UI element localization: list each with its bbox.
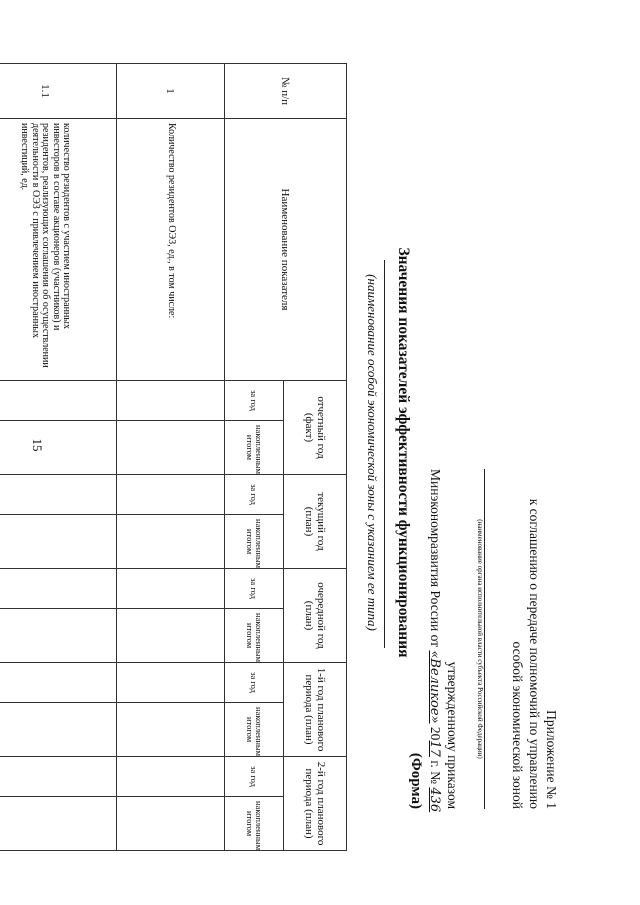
value-cell bbox=[117, 797, 225, 851]
appendix-label: Приложение № 1 bbox=[544, 710, 559, 809]
value-cell bbox=[0, 663, 117, 703]
subheader-year: за год bbox=[225, 757, 284, 797]
page-number: 15 bbox=[30, 438, 45, 452]
document-title: Значения показателей эффективности функционирования bbox=[395, 247, 412, 658]
value-cell bbox=[0, 797, 117, 851]
handwritten-date: «Великое» bbox=[427, 650, 442, 724]
header-period-plan-1: 1-й год планового периода (план) bbox=[284, 663, 347, 757]
value-cell bbox=[0, 609, 117, 663]
handwritten-year: 17 bbox=[427, 740, 442, 757]
ministry-prefix: Минэкономразвития России от bbox=[428, 469, 443, 648]
value-cell bbox=[117, 569, 225, 609]
header-number: № п/п bbox=[225, 64, 347, 119]
agreement-line-2: особой экономической зоной bbox=[510, 641, 525, 809]
indicators-table bbox=[0, 63, 347, 851]
header-period-next: очередной год (план) bbox=[284, 569, 347, 663]
subheader-year: за год bbox=[225, 569, 284, 609]
approved-label: утвержденному приказом bbox=[445, 661, 460, 809]
order-line bbox=[426, 469, 444, 813]
value-cell bbox=[0, 703, 117, 757]
subheader-cumulative: накопленным итогом bbox=[225, 421, 284, 475]
subheader-year: за год bbox=[225, 475, 284, 515]
subheader-year: за год bbox=[225, 381, 284, 421]
form-label: (Форма) bbox=[408, 752, 424, 809]
subheader-cumulative: накопленным итогом bbox=[225, 515, 284, 569]
row-number: 1 bbox=[117, 64, 225, 119]
zone-name-blank-line bbox=[384, 260, 385, 648]
table-row bbox=[0, 64, 117, 851]
number-prefix: г. № bbox=[428, 760, 443, 784]
handwritten-number: 436 bbox=[427, 787, 442, 813]
indicator-name: количество резидентов с участием иностранных инвесторов в составе акционеров (участников) и резидентов, реализующих соглашения об осуществлении деятельности в ОЭЗ с привлечением иностранных инвестиций, ед. bbox=[0, 119, 117, 381]
subheader-year: за год bbox=[225, 663, 284, 703]
value-cell bbox=[117, 609, 225, 663]
header-period-plan-2: 2-й год планового периода (план) bbox=[284, 757, 347, 851]
approval-block bbox=[407, 469, 560, 813]
value-cell bbox=[0, 381, 117, 421]
subheader-cumulative: накопленным итогом bbox=[225, 797, 284, 851]
value-cell bbox=[0, 569, 117, 609]
header-period-current: текущий год (план) bbox=[284, 475, 347, 569]
value-cell bbox=[0, 475, 117, 515]
authority-caption: (наименование органа исполнительной власти субъекта Российской Федерации) bbox=[476, 519, 484, 759]
value-cell bbox=[117, 515, 225, 569]
agreement-line-1: к соглашению о передаче полномочий по управлению bbox=[527, 498, 542, 809]
value-cell bbox=[117, 475, 225, 515]
year-prefix: 20 bbox=[428, 726, 443, 741]
value-cell bbox=[117, 757, 225, 797]
zone-caption: (наименование особой экономической зоны с указанием ее типа) bbox=[365, 274, 380, 631]
value-cell bbox=[0, 515, 117, 569]
indicator-name: Количество резидентов ОЭЗ, ед., в том числе: bbox=[117, 119, 225, 381]
subheader-cumulative: накопленным итогом bbox=[225, 703, 284, 757]
value-cell bbox=[117, 703, 225, 757]
row-number: 1.1 bbox=[0, 64, 117, 119]
authority-blank-line bbox=[484, 469, 485, 809]
table-row bbox=[117, 64, 225, 851]
value-cell bbox=[117, 381, 225, 421]
value-cell bbox=[0, 421, 117, 475]
header-indicator-name: Наименование показателя bbox=[225, 119, 347, 381]
value-cell bbox=[0, 757, 117, 797]
subheader-cumulative: накопленным итогом bbox=[225, 609, 284, 663]
value-cell bbox=[117, 421, 225, 475]
value-cell bbox=[117, 663, 225, 703]
header-period-reported: отчетный год (факт) bbox=[284, 381, 347, 475]
